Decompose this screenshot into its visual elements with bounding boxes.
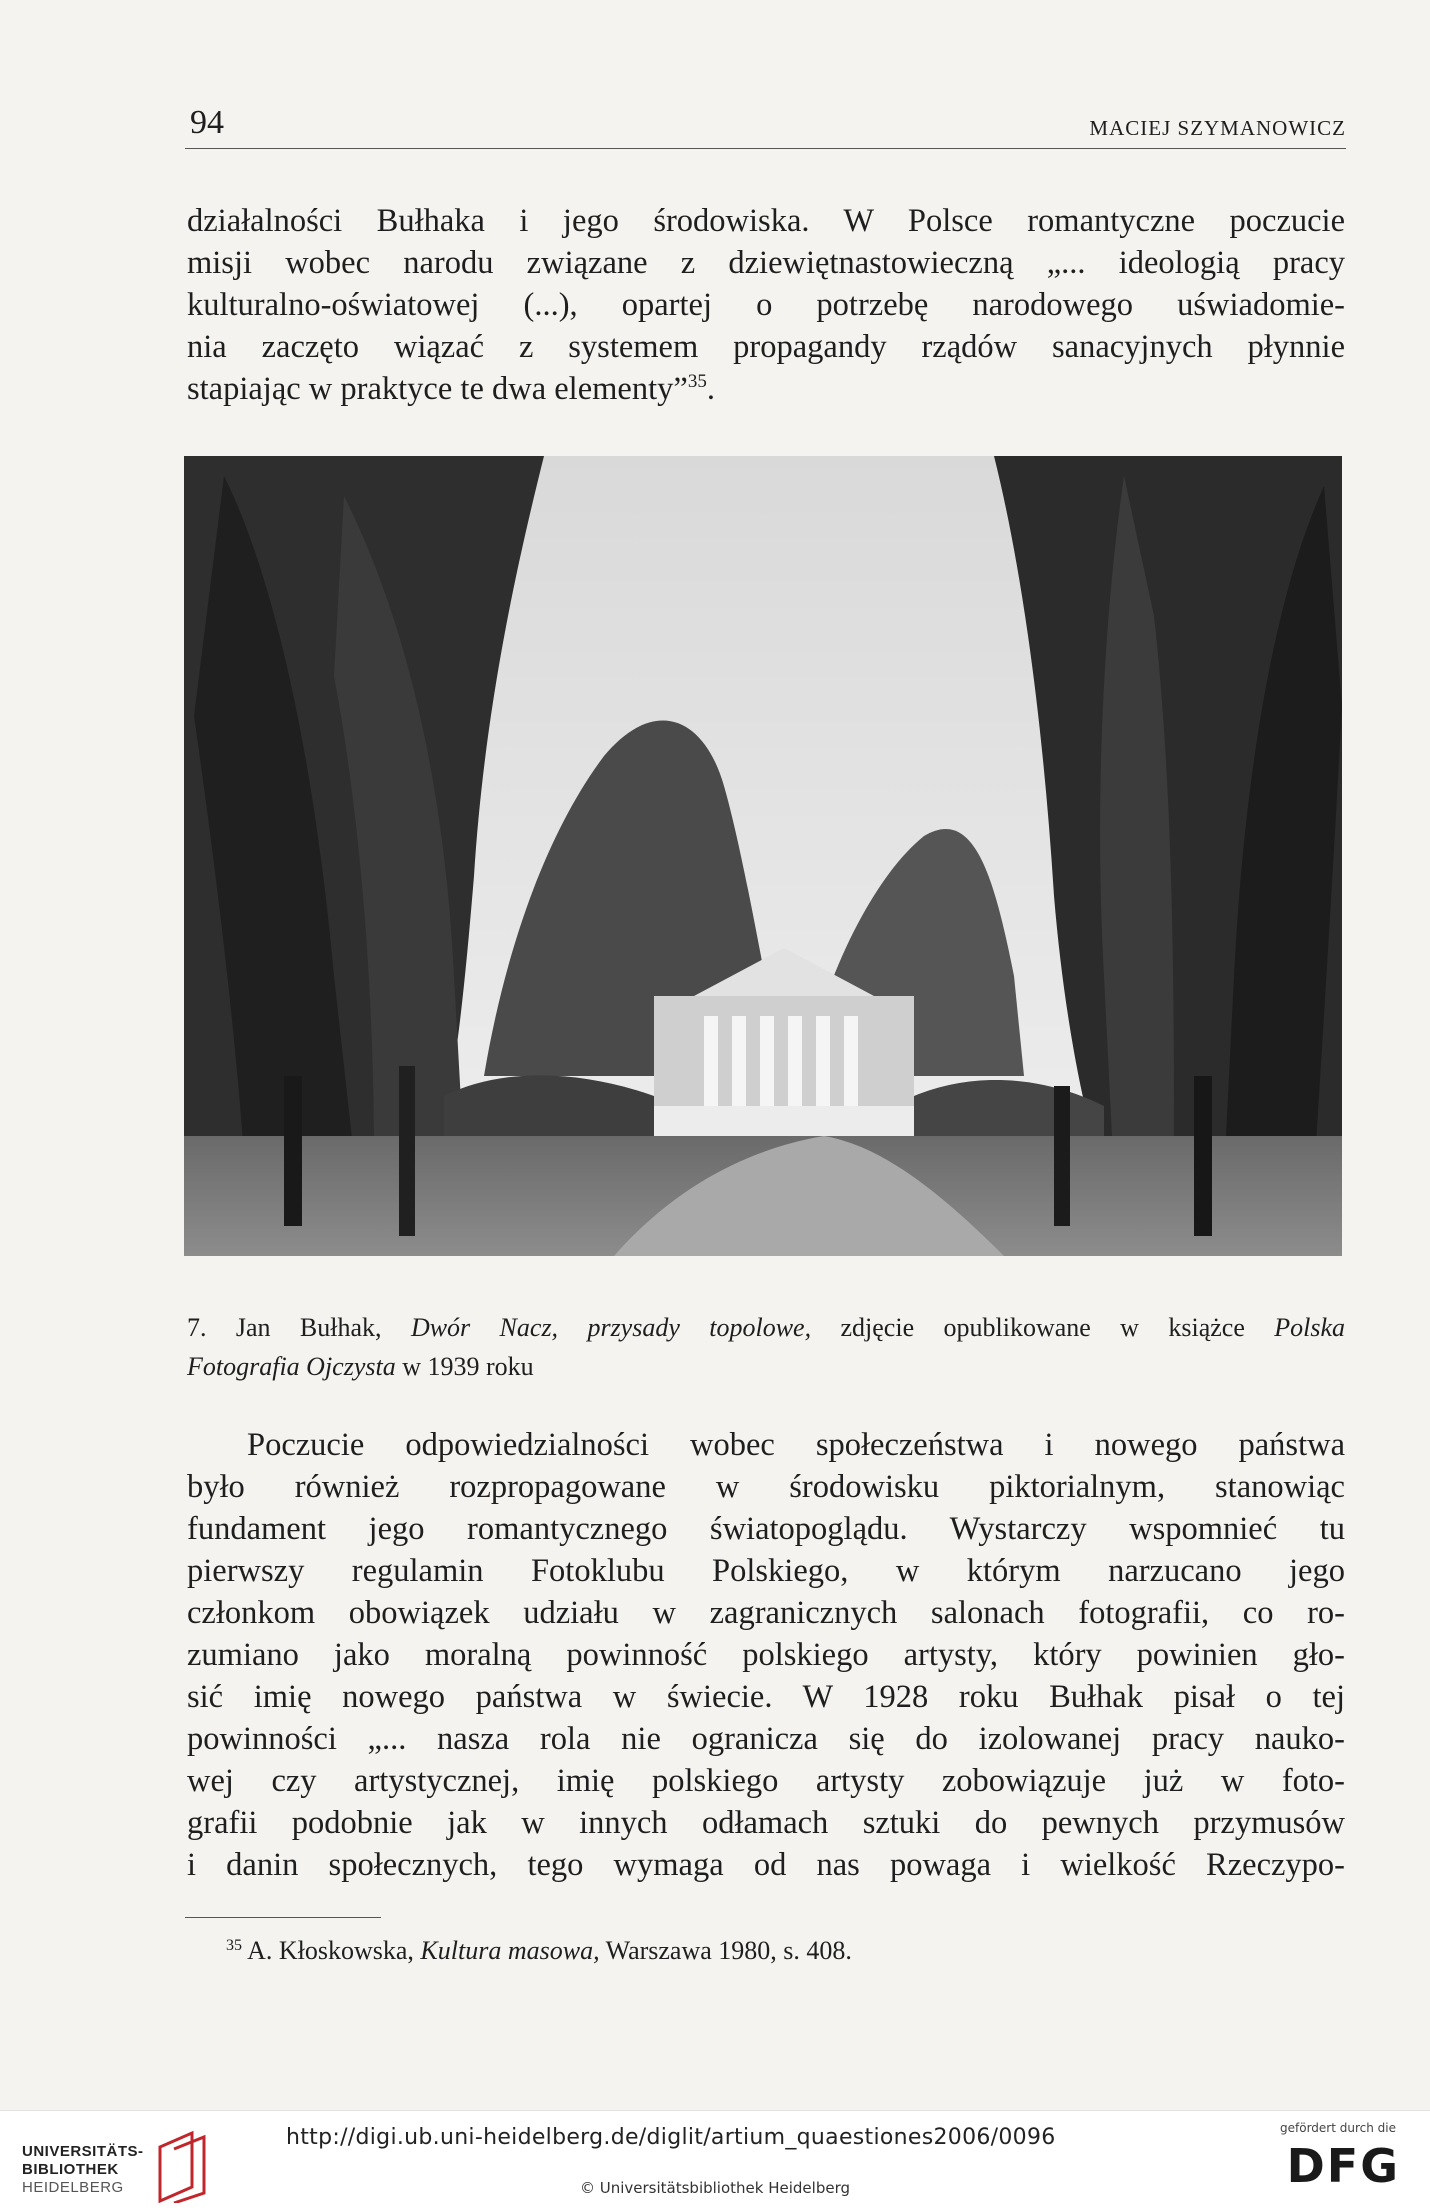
- figure-text: zdjęcie opublikowane w książce: [840, 1313, 1245, 1342]
- footnote-reference[interactable]: 35: [687, 371, 707, 392]
- text-line: pierwszy regulamin Fotoklubu Polskiego, w którym narzucano jego: [187, 1553, 1345, 1589]
- footnote-author: A. Kłoskowska,: [247, 1936, 414, 1965]
- paragraph-1: [187, 200, 1345, 410]
- library-name-line2: BIBLIOTHEK: [22, 2161, 119, 2178]
- caption-line: [187, 1347, 1345, 1386]
- poplar-manor-photograph: [184, 456, 1342, 1256]
- figure-number: 7.: [187, 1313, 207, 1342]
- text-line-content: stapiając w praktyce te dwa elementy”: [187, 371, 688, 407]
- footnote-rest: Warszawa 1980, s. 408.: [605, 1936, 852, 1965]
- funder-block: [1262, 2121, 1422, 2201]
- figure-photo: [184, 456, 1342, 1256]
- text-line: członkom obowiązek udziału w zagranicznych salonach fotografii, co ro-: [187, 1595, 1345, 1631]
- text-line: fundament jego romantycznego światopoglądu. Wystarczy wspomnieć tu: [187, 1511, 1345, 1547]
- footnote: [226, 1936, 852, 1966]
- text-line: działalności Bułhaka i jego środowiska. W Polsce romantyczne poczucie: [187, 203, 1345, 239]
- paragraph-2: [187, 1424, 1345, 1886]
- footnote-title: Kultura masowa,: [420, 1936, 600, 1965]
- bottom-bar: [0, 2110, 1430, 2210]
- document-url-link[interactable]: http://digi.ub.uni-heidelberg.de/diglit/artium_quaestiones2006/0096: [286, 2125, 1056, 2150]
- sentence-end: .: [706, 371, 715, 407]
- running-head: MACIEJ SZYMANOWICZ: [1089, 116, 1346, 140]
- text-line: powinności „... nasza rola nie ogranicza się do izolowanej pracy nauko-: [187, 1721, 1345, 1757]
- text-line: grafii podobnie jak w innych odłamach sztuki do pewnych przymusów: [187, 1805, 1345, 1841]
- caption-line: [187, 1308, 1345, 1347]
- figure-book-part1: Polska: [1274, 1313, 1346, 1342]
- text-line: misji wobec narodu związane z dziewiętnastowieczną „... ideologią pracy: [187, 245, 1345, 281]
- funding-label: gefördert durch die: [1280, 2121, 1396, 2135]
- footnote-number: 35: [226, 1937, 242, 1954]
- figure-title: Dwór Nacz, przysady topolowe,: [410, 1313, 812, 1342]
- figure-year: w 1939 roku: [402, 1352, 534, 1381]
- text-line: sić imię nowego państwa w świecie. W 1928 roku Bułhak pisał o tej: [187, 1679, 1345, 1715]
- text-line: zumiano jako moralną powinność polskiego artysty, który powinien gło-: [187, 1637, 1345, 1673]
- page-number: 94: [190, 104, 224, 141]
- text-line: było również rozpropagowane w środowisku piktorialnym, stanowiąc: [187, 1469, 1345, 1505]
- text-line: kulturalno-oświatowej (...), opartej o potrzebę narodowego uświadomie-: [187, 287, 1345, 323]
- text-line: i danin społecznych, tego wymaga od nas powaga i wielkość Rzeczypo-: [187, 1847, 1345, 1883]
- copyright-notice: © Universitätsbibliothek Heidelberg: [579, 2179, 850, 2197]
- figure-book-part2: Fotografia Ojczysta: [187, 1352, 396, 1381]
- text-line: Poczucie odpowiedzialności wobec społeczeństwa i nowego państwa: [247, 1427, 1345, 1463]
- figure-author: Jan Bułhak,: [235, 1313, 382, 1342]
- text-line: nia zaczęto wiązać z systemem propagandy rządów sanacyjnych płynnie: [187, 329, 1345, 365]
- footnote-rule: [185, 1917, 381, 1918]
- text-line: wej czy artystycznej, imię polskiego artysty zobowiązuje już w foto-: [187, 1763, 1345, 1799]
- library-name-line1: UNIVERSITÄTS-: [22, 2143, 144, 2160]
- header-rule: [185, 148, 1346, 149]
- text-line: [187, 368, 1345, 410]
- dfg-logo[interactable]: DFG: [1286, 2139, 1400, 2193]
- figure-caption: [187, 1308, 1345, 1386]
- library-name-line3: HEIDELBERG: [22, 2179, 124, 2196]
